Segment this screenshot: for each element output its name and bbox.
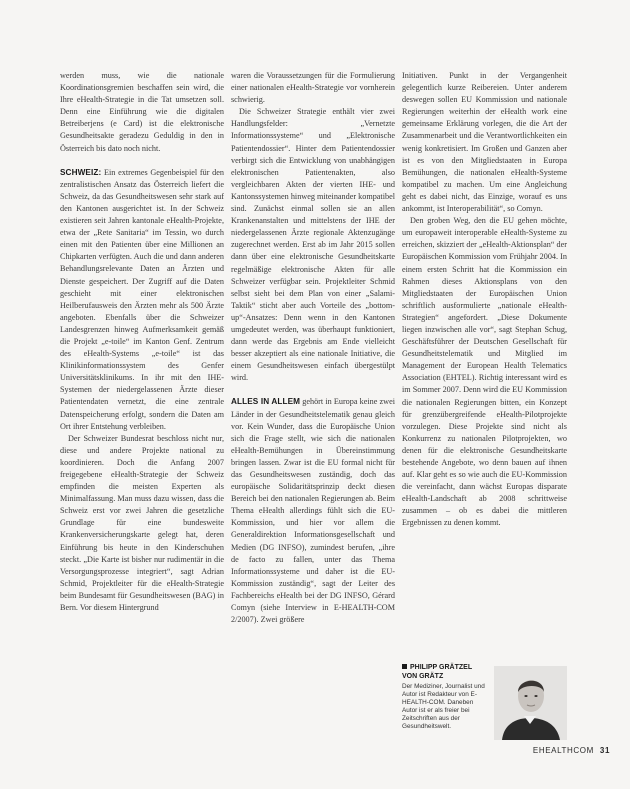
text-column-3 xyxy=(402,70,567,530)
text-column-1 xyxy=(60,70,224,614)
author-info xyxy=(402,664,488,731)
paragraph-text: gehört in Europa keine zwei Länder in der Gesundheitstelematik genau gleich vor. Kein Wunder, dass die Europäische Union sich die Frage stellt, wie sich die nationalen eHealth-Bemühungen in Übereinstimmung bringen lassen. Zwar ist die EU formal nicht für das Gesundheitswesen zuständig, doch das europäische Solidaritätsprinzip deckt diesen Bereich bei den nationalen Regierungen ab. Beim Thema eHealth allerdings fühlt sich die EU-Kommission, und hier vor allem die Generaldirektion Informationsgesellschaft und Medien (DG INFSO), zumindest berufen, „ihre de facto zu fallen, unter das Thema Informationssysteme und daher ist die EU-Kommission zuständig“, sagt der Leiter des Fachbereichs eHealth bei der DG INFSO, Gérard Comyn (siehe Interview in E-HEALTH-COM 2/2007). Zwei größere xyxy=(231,397,395,625)
section-lead: ALLES IN ALLEM xyxy=(231,397,301,407)
author-name: PHILIPP GRÄTZEL VON GRÄTZ xyxy=(402,664,488,681)
author-box xyxy=(402,664,567,742)
text-column-2 xyxy=(231,70,395,626)
paragraph: Den groben Weg, den die EU gehen möchte, um europaweit interoperable eHealth-Systeme zu erreichen, skizziert der „eHealth-Aktionsplan“ der Europäischen Kommission vom Frühjahr 2004. In einem ersten Schritt hat die Kommission ein Rahmen dieses Aktionsplans von den Mitgliedstaaten der Europäischen Union schriftlich ausformulierte „nationale eHealth-Strategien“ angefordert. „Diese Dokumente liegen inzwischen alle vor“, sagt Stephan Schug, Geschäftsführer der Deutschen Gesellschaft für Gesundheitstelematik und Mitglied im Management der European Health Telematics Association (EHTEL). Richtig interessant wird es im Sommer 2007. Denn wird die EU Kommission die nationalen Regierungen bitten, ein Konzept für grenzübergreifende eHealth-Pilotprojekte vorzulegen. Diese Projekte sind nicht als Konkurrenz zu nationalen Pilotprojekten, wo denen für die elektronische Gesundheitskarte bestehende Angebote, wo denn bauen auf ihnen auf. Klar geht es so wie auch die EU-Kommission die vereinfacht, dann wächst Europas disparate eHealth-Landschaft ab 2008 schrittweise zusammen – ob es dabei die mittleren Ergebnissen zu denen kommt. xyxy=(402,216,567,528)
page-number: 31 xyxy=(599,746,610,755)
author-bio: Der Mediziner, Journalist und Autor ist Redakteur von E-HEALTH-COM. Daneben Autor ist er als freier bei Zeitschriften aus der Gesundheitswelt. xyxy=(402,683,485,730)
paragraph: Der Schweizer Bundesrat beschloss nicht nur, diese und andere Projekte national zu koordinieren. Doch die Anfang 2007 freigegebene eHealth-Strategie der Schweiz empfinden die meisten Experten als Minimalfassung. Man muss dazu wissen, dass die Schweiz erst vor zwei Jahren die gesetzliche Grundlage für eine bundesweite Krankenversicherungskarte gelegt hat, deren Einführung bis heute in den Kinderschuhen steckt. „Die Karte ist bisher nur rudimentär in die Versorgungsprozesse integriert“, sagt Adrian Schmid, Projektleiter für die eHealth-Strategie beim Bundesamt für Gesundheitswesen (BAG) in Bern. Vor diesem Hintergrund xyxy=(60,433,224,613)
paragraph: Initiativen. Punkt in der Vergangenheit gelegentlich kurze Reibereien. Unter anderem deswegen sollen EU Kommission und nationale Regierungen weiterhin der eHealth work eine gemeinsame Erklärung vorlegen, die die Art der Zusammenarbeit und die Verantwortlichkeiten ein wenig konkretisiert. Im Großen und Ganzen aber ist es von den Mitgliedstaaten in Europa Bemühungen, die nationalen eHealth-Systeme kompatibel zu machen. Um eine Angleichung geht es dabei nicht, das Einzige, worauf es uns ankommt, ist Interoperabilität“, so Comyn. xyxy=(402,71,567,214)
paragraph: Die Schweizer Strategie enthält vier zwei Handlungsfelder: „Vernetzte Informationssysteme“ und „Elektronische Patientendossier“. Hinter dem Patientendossier verbirgt sich die Entwicklung von unabhängigen elektronischen Patientenakten, also vergleichbaren Akten der vierten IHE- und Kantonssystemen hinweg miteinander kompatibel sind. Zunächst einmal sollen sie an allen Krankenanstalten und mittelstens der IHE der niedergelassenen Ärzte regionale Aktenzugänge zugerechnet werden. Erst ab im Jahr 2015 sollen dann über eine elektronische Gesundheitskarte regelmäßige elektronische Akten für alle Schweizer verfügbar sein. Projektleiter Schmid selbst sieht bei dem Plan von einer „Salami-Taktik“ sticht aber auch Vorteile des „bottom-up“-Ansatzes: Denn wenn in den Kantonen umgedeutet werden, was überhaupt funktioniert, dann werde das Ergebnis am Ende vielleicht besser akzeptiert als eine nationale Initiative, die einem Gesundheitswesen einfach übergestülpt wird. xyxy=(231,107,395,383)
paragraph-schweiz xyxy=(60,167,224,433)
paragraph-alles xyxy=(231,396,395,626)
paragraph-text: Ein extremes Gegenbeispiel für den zentralistischen Ansatz das Österreich liefert die Schweiz, da das Gesundheitswesen sehr stark auf den Kantonen ausgerichtet ist. In der Schweiz existieren seit Jahren kantonale eHealth-Projekte, etwa der „Rete Sanitaria“ im Tessin, wo durch einen mit den Patienten über eine Millionen an Chipkarten verfügten. Auch die und dann anderen Behandlungsrelevante Daten an Ärzten und Dienste gespeichert. Der Zugriff auf die Daten geschieht mit einer elektronischen Heilberufausweis den Ärzten mehr als 500 Ärzte angeboten. Ebenfalls über die Schweizer Landesgrenzen hinweg Aufmerksamkeit gemäß die Projekt „e-toile“ im Kanton Genf. Zentrum des eHealth-Systems „e-toile“ ist das Klinikinformationssystem des Genfer Universitätsklinikums. In ihr mit den IHE-Systemen der niedergelassenen Ärzte dieser Patientendaten vernetzt, die eine zentrale Datenspeicherung erfolgt, sondern die Daten am Ort ihrer Entstehung verbleiben. xyxy=(60,167,224,431)
paragraph: waren die Voraussetzungen für die Formulierung einer nationalen eHealth-Strategie vor vornherein schwierig. xyxy=(231,71,395,105)
magazine-name: EHEALTHCOM xyxy=(532,746,594,755)
paragraph: werden muss, wie die nationale Koordinationsgremien beschaffen sein wird, die Ihre eHealth-Strategie in die Tat umsetzen soll. Denn eine Einführung wie die digitalen Betreiberjens (e Card) ist die elektronische Gesundheitsakte geradezu Geduldig in den in Österreich bis dato noch nicht. xyxy=(60,71,224,153)
author-portrait xyxy=(494,666,567,740)
section-lead: SCHWEIZ: xyxy=(60,167,102,177)
page-footer xyxy=(500,746,610,755)
